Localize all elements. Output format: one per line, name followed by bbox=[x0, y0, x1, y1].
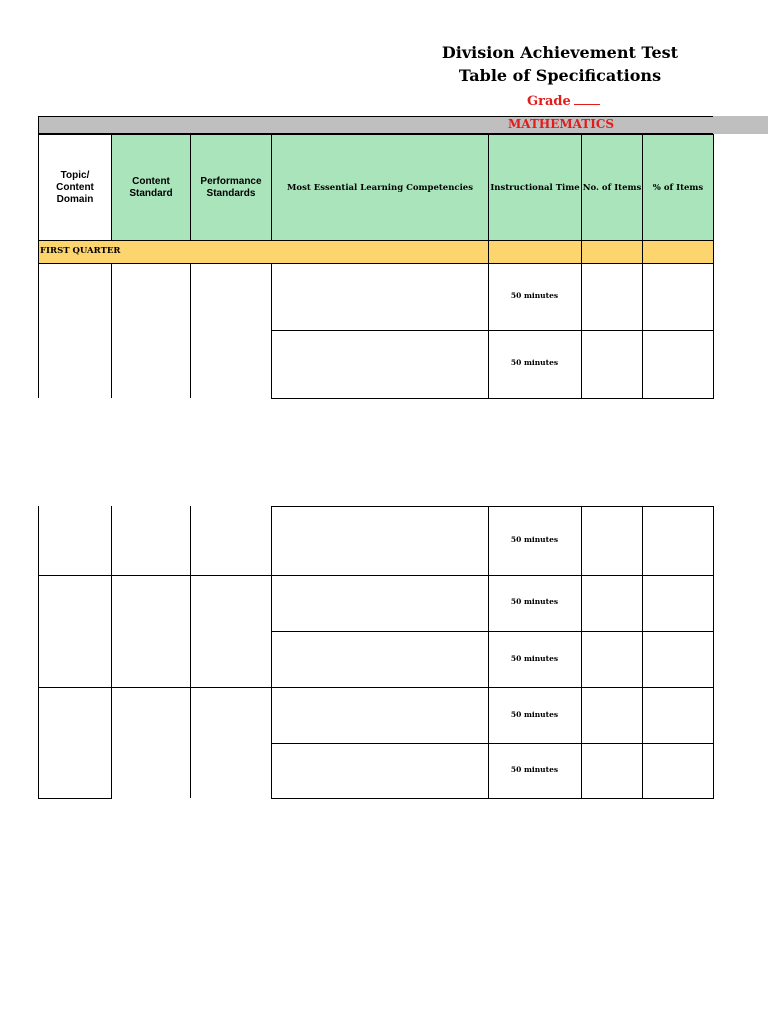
col-header-content-standard-text: Content Standard bbox=[129, 175, 173, 199]
instructional-time-value: 50 minutes bbox=[510, 710, 559, 719]
grid-line bbox=[38, 687, 714, 688]
grid-line bbox=[111, 506, 112, 799]
col-header-performance-standards bbox=[190, 134, 272, 241]
quarter-divider bbox=[581, 240, 582, 264]
grid-line bbox=[488, 263, 489, 399]
col-header-instructional-time-text: Instructional Time bbox=[490, 182, 580, 193]
subject-label: MATHEMATICS bbox=[508, 117, 615, 131]
grid-line bbox=[190, 263, 191, 398]
col-header-percent-items-text: % of Items bbox=[652, 182, 704, 193]
grid-line bbox=[38, 575, 714, 576]
grid-line bbox=[271, 506, 272, 799]
grid-line bbox=[111, 263, 112, 398]
grid-line bbox=[271, 330, 714, 331]
grid-line bbox=[271, 798, 714, 799]
col-header-performance-standards-text: Performance Standards bbox=[200, 175, 262, 199]
grade-label bbox=[527, 92, 600, 109]
grid-line bbox=[190, 506, 191, 798]
grid-line bbox=[488, 506, 489, 799]
grid-line bbox=[581, 263, 582, 399]
document-subtitle: Table of Specifications bbox=[458, 66, 662, 85]
col-header-percent-items bbox=[642, 134, 714, 241]
grade-blank bbox=[574, 92, 600, 105]
grid-line bbox=[642, 263, 643, 399]
quarter-divider bbox=[488, 240, 489, 264]
col-header-topic bbox=[38, 134, 112, 241]
col-header-no-of-items-text: No. of Items bbox=[582, 182, 642, 193]
grid-line bbox=[713, 263, 714, 399]
grid-line bbox=[581, 506, 582, 799]
col-header-topic-text: Topic/ Content Domain bbox=[56, 169, 94, 205]
instructional-time-value: 50 minutes bbox=[510, 597, 559, 606]
col-header-no-of-items bbox=[581, 134, 643, 241]
first-quarter-row bbox=[38, 240, 714, 264]
col-header-content-standard bbox=[111, 134, 191, 241]
grid-line bbox=[38, 263, 39, 398]
grid-line bbox=[713, 506, 714, 799]
quarter-divider bbox=[642, 240, 643, 264]
grade-text: Grade bbox=[527, 94, 571, 109]
document-title: Division Achievement Test bbox=[441, 43, 679, 62]
grid-line bbox=[271, 398, 714, 399]
instructional-time-value: 50 minutes bbox=[510, 291, 559, 300]
instructional-time-value: 50 minutes bbox=[510, 654, 559, 663]
grid-line bbox=[38, 798, 112, 799]
grid-line bbox=[271, 506, 714, 507]
grid-line bbox=[38, 506, 39, 799]
first-quarter-label: FIRST QUARTER bbox=[40, 246, 121, 256]
col-header-melc-text: Most Essential Learning Competencies bbox=[287, 182, 473, 193]
instructional-time-value: 50 minutes bbox=[510, 765, 559, 774]
col-header-melc bbox=[271, 134, 489, 241]
grid-line bbox=[642, 506, 643, 799]
instructional-time-value: 50 minutes bbox=[510, 358, 559, 367]
grid-line bbox=[271, 263, 272, 399]
instructional-time-value: 50 minutes bbox=[510, 535, 559, 544]
col-header-instructional-time bbox=[488, 134, 582, 241]
grid-line bbox=[271, 631, 714, 632]
grid-line bbox=[271, 743, 714, 744]
